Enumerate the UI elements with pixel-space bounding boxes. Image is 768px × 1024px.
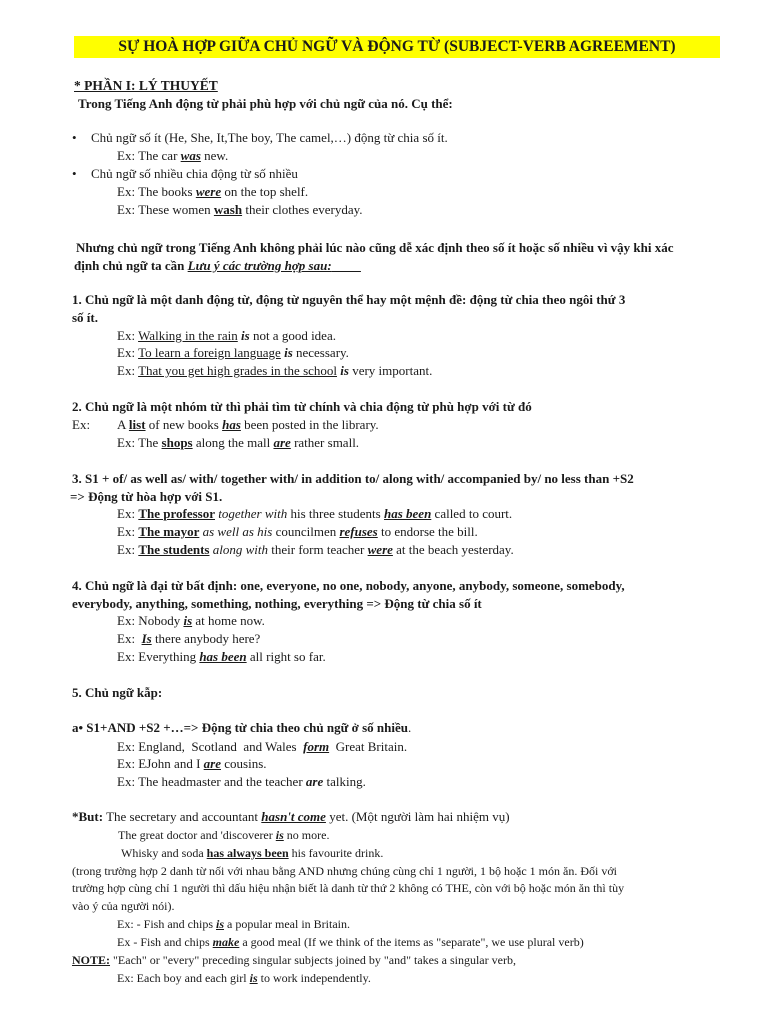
rule-plural-subject: Chủ ngữ số nhiều chia động từ số nhiều xyxy=(91,166,298,181)
example-line: The great doctor and 'discoverer is no more. xyxy=(118,828,330,842)
example-line: Ex: The mayor as well as his councilmen refuses to endorse the bill. xyxy=(117,524,478,539)
subject-highlight: The professor xyxy=(138,506,215,521)
verb-highlight: wash xyxy=(213,202,243,217)
verb-highlight: were xyxy=(195,184,222,199)
example-label: Ex: xyxy=(72,417,91,432)
verb-highlight: has been xyxy=(383,506,432,521)
note-label: NOTE: xyxy=(72,953,111,967)
example-line: Ex: The books were on the top shelf. xyxy=(117,184,309,199)
verb-highlight: is xyxy=(216,917,225,931)
section-5-heading: 5. Chủ ngữ kẫp: xyxy=(72,685,163,700)
example-line: Ex: To learn a foreign language is necessary. xyxy=(117,345,349,360)
section-4-heading: 4. Chủ ngữ là đại từ bất định: one, everyone, no one, nobody, anyone, anybody, someone, somebody, xyxy=(72,578,625,593)
verb-highlight: has been xyxy=(199,649,247,664)
verb-highlight: are xyxy=(203,756,221,771)
subject-underline: That you get high grades in the school xyxy=(138,363,338,378)
example-line: Ex: Each boy and each girl is to work independently. xyxy=(117,971,371,985)
subject-underline: Walking in the rain xyxy=(138,328,238,343)
verb-highlight: has always been xyxy=(206,846,289,860)
verb-highlight: refuses xyxy=(339,524,378,539)
example-line: Ex: These women wash their clothes everyday. xyxy=(117,202,363,217)
rule-singular-subject: Chủ ngữ số ít (He, She, It,The boy, The camel,…) động từ chia số ít. xyxy=(91,130,448,145)
head-noun: list xyxy=(128,417,146,432)
verb-highlight: Is xyxy=(141,631,152,646)
document-title: SỰ HOÀ HỢP GIỮA CHỦ NGỮ VÀ ĐỘNG TỪ (SUBJECT-VERB AGREEMENT) xyxy=(74,36,720,58)
example-line: Ex: Walking in the rain is not a good idea. xyxy=(117,328,336,343)
but-label: *But: xyxy=(72,809,104,824)
example-line: Ex: The car was new. xyxy=(117,148,229,163)
section-1-heading: 1. Chủ ngữ là một danh động từ, động từ nguyên thể hay một mệnh đề: động từ chia theo ngôi thứ 3 xyxy=(72,292,626,307)
verb-highlight: is xyxy=(284,345,293,360)
example-line: Ex: EJohn and I are cousins. xyxy=(117,756,267,771)
example-line: Ex: Everything has been all right so far. xyxy=(117,649,326,664)
verb-highlight: is xyxy=(249,971,258,985)
example-line: Ex: That you get high grades in the school is very important. xyxy=(117,363,433,378)
verb-highlight: was xyxy=(180,148,201,163)
note-paragraph-line-2: định chủ ngữ ta cần Lưu ý các trường hợp sau: xyxy=(74,258,332,273)
intro-text: Trong Tiếng Anh động từ phải phù hợp với chủ ngữ của nó. Cụ thể: xyxy=(78,96,453,111)
example-line: Whisky and soda has always been his favourite drink. xyxy=(121,846,384,860)
example-line: Ex: - Fish and chips is a popular meal in Britain. xyxy=(117,917,350,931)
section-2-heading: 2. Chủ ngữ là một nhóm từ thì phải tìm từ chính và chia động từ phù hợp với từ đó xyxy=(72,399,532,414)
explanation-line-1: (trong trường hợp 2 danh từ nối với nhau bằng AND nhưng chúng cùng chỉ 1 người, 1 bộ hoặc 1 món ăn. Đối với xyxy=(72,864,618,878)
verb-highlight: are xyxy=(273,435,291,450)
subject-highlight: The students xyxy=(138,542,210,557)
verb-highlight: are xyxy=(305,774,324,789)
example-line: Ex: The students along with their form teacher were at the beach yesterday. xyxy=(117,542,514,557)
note-paragraph-line-1: Nhưng chủ ngữ trong Tiếng Anh không phải lúc nào cũng dễ xác định theo số ít hoặc số nhiều vì vậy khi xác xyxy=(76,240,674,255)
section-5a-heading: a• S1+AND +S2 +…=> Động từ chia theo chủ ngữ ở số nhiều. xyxy=(72,720,412,735)
bullet-marker: • xyxy=(72,130,77,145)
example-line: Ex: The professor together with his three students has been called to court. xyxy=(117,506,513,521)
verb-highlight: form xyxy=(303,739,330,754)
bullet-marker: • xyxy=(72,166,77,181)
verb-highlight: hasn't come xyxy=(261,809,326,824)
note-emphasis: Lưu ý các trường hợp sau: xyxy=(187,258,332,273)
section-4-heading-cont: everybody, anything, something, nothing, everything => Động từ chia số ít xyxy=(72,596,482,611)
note-line: NOTE: "Each" or "every" preceding singular subjects joined by "and" takes a singular verb, xyxy=(72,953,516,967)
example-line: Ex: Nobody is at home now. xyxy=(117,613,265,628)
example-line: Ex: The shops along the mall are rather small. xyxy=(117,435,360,450)
head-noun: shops xyxy=(161,435,193,450)
verb-highlight: were xyxy=(367,542,393,557)
explanation-line-3: vào ý của người nói). xyxy=(72,899,175,913)
verb-highlight: has xyxy=(222,417,241,432)
but-line: *But: The secretary and accountant hasn't come yet. (Một người làm hai nhiệm vụ) xyxy=(72,809,510,824)
part-heading: * PHẦN I: LÝ THUYẾT xyxy=(74,78,218,93)
example-line: Ex: Is there anybody here? xyxy=(117,631,261,646)
verb-highlight: is xyxy=(183,613,193,628)
verb-highlight: make xyxy=(212,935,240,949)
example-line: Ex: England, Scotland and Wales form Great Britain. xyxy=(117,739,408,754)
section-3-heading-cont: => Động từ hòa hợp với S1. xyxy=(70,489,223,504)
example-line: Ex - Fish and chips make a good meal (If we think of the items as "separate", we use plural verb) xyxy=(117,935,584,949)
explanation-line-2: trường hợp cùng chỉ 1 người thì dấu hiệu nhận biết là danh từ thứ 2 không có THE, còn với bộ hoặc món ăn thì tùy xyxy=(72,881,625,895)
section-1-heading-cont: số ít. xyxy=(72,310,98,325)
example-line: A list of new books has been posted in the library. xyxy=(117,417,379,432)
verb-highlight: is xyxy=(340,363,349,378)
subject-highlight: The mayor xyxy=(138,524,200,539)
verb-highlight: is xyxy=(275,828,284,842)
section-3-heading: 3. S1 + of/ as well as/ with/ together with/ in addition to/ along with/ accompanied by/ no less than +S2 xyxy=(72,471,634,486)
verb-highlight: is xyxy=(241,328,250,343)
subject-underline: To learn a foreign language xyxy=(138,345,281,360)
example-line: Ex: The headmaster and the teacher are talking. xyxy=(117,774,366,789)
